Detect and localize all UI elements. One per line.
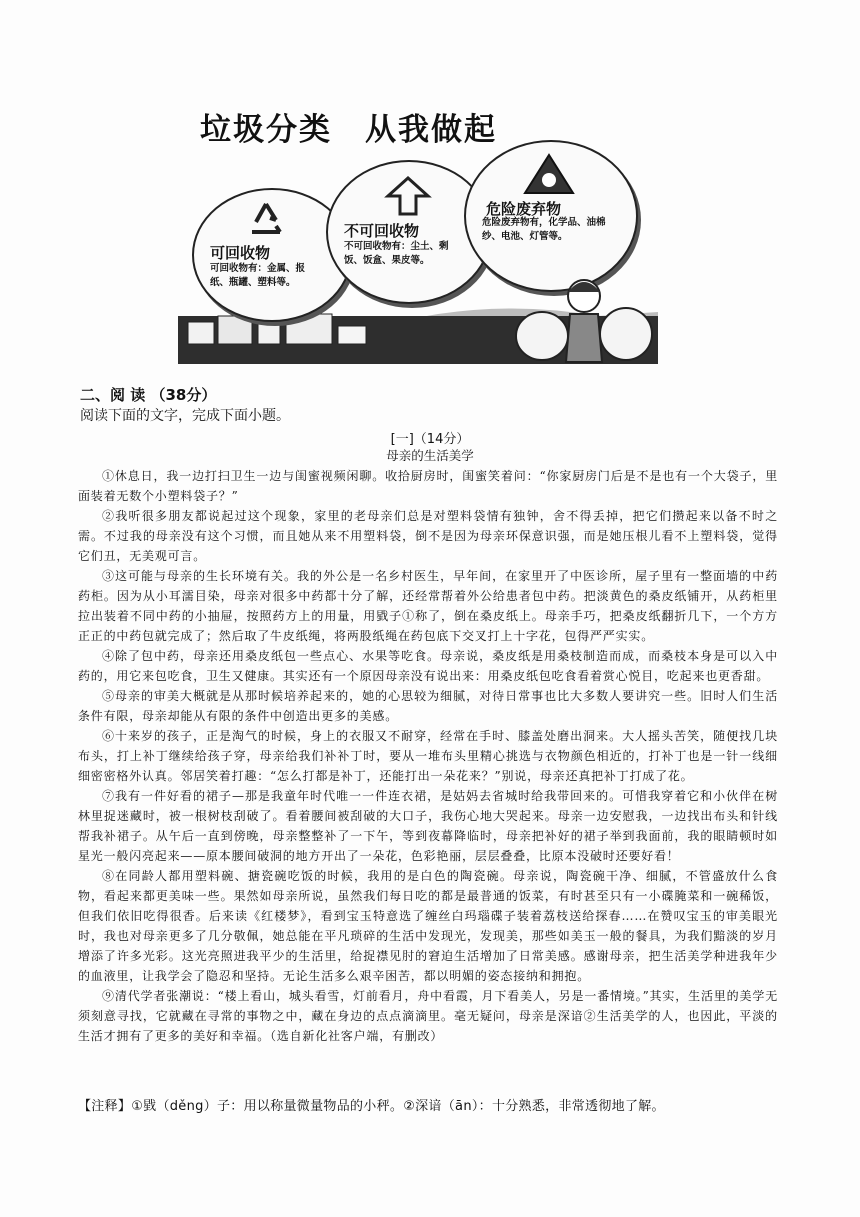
section-heading: 二、阅 读 （38分） [80, 386, 217, 404]
non-recycle-icon [384, 176, 432, 216]
paragraph-6: ⑥十来岁的孩子，正是淘气的时候，身上的衣服又不耐穿，经常在手时、膝盖处磨出洞来。大人摇头苦笑，随便找几块布头，打上补丁继续给孩子穿，母亲给我们补补丁时，要从一堆布头里精心挑选与衣物颜色相近的，打补丁也是一针一线细细密密格外认真。邻居笑着打趣：“怎么打都是补丁，还能打出一朵花来？”别说，母亲还真把补丁打成了花。 [78, 729, 778, 783]
recyclable-title: 可回收物 [210, 244, 271, 262]
paragraph-1: ①休息日，我一边打扫卫生一边与闺蜜视频闲聊。收拾厨房时，闺蜜笑着问：“你家厨房门后是不是也有一个大袋子，里面装着无数个小塑料袋子？” [78, 469, 778, 503]
essay-body [78, 466, 778, 1046]
paragraph-9: ⑨清代学者张潮说：“楼上看山，城头看雪，灯前看月，舟中看霞，月下看美人，另是一番情境。”其实，生活里的美学无须刻意寻找，它就藏在寻常的事物之中，藏在身边的点点滴滴里。毫无疑问，母亲是深谙②生活美学的人，也因此，平淡的生活才拥有了更多的美好和幸福。（选自新化社客户端，有删改） [78, 989, 778, 1043]
recyclable-desc: 可回收物有：金属、报纸、瓶罐、塑料等。 [210, 263, 306, 288]
hazardous-desc: 危险废弃物有，化学品、油棉纱、电池、灯管等。 [482, 217, 606, 242]
paragraph-2: ②我听很多朋友都说起过这个现象，家里的老母亲们总是对塑料袋情有独钟，舍不得丢掉，把它们攒起来以备不时之需。不过我的母亲没有这个习惯，而且她从来不用塑料袋，倒不是因为母亲环保意识强，而是她压根儿看不上塑料袋，觉得它们丑，无美观可言。 [78, 509, 778, 563]
essay-title: 母亲的生活美学 [386, 448, 474, 463]
poster-title: 垃圾分类 从我做起 [200, 112, 497, 148]
girl-with-trash-bags-illustration [514, 266, 654, 366]
paragraph-7: ⑦我有一件好看的裙子—那是我童年时代唯一一件连衣裙，是姑妈去省城时给我带回来的。可惜我穿着它和小伙伴在树林里捉迷藏时，被一根树枝刮破了。看着腰间被刮破的大口子，我伤心地大哭起来。母亲一边安慰我，一边找出布头和针线帮我补裙子。从午后一直到傍晚，母亲整整补了一下午，等到夜幕降临时，母亲把补好的裙子举到我面前，我的眼睛顿时如星光一般闪亮起来——原本腰间破洞的地方开出了一朵花，色彩艳丽，层层叠叠，比原本没破时还要好看！ [78, 789, 778, 863]
paragraph-4: ④除了包中药，母亲还用桑皮纸包一些点心、水果等吃食。母亲说，桑皮纸是用桑枝制造而成，而桑枝本身是可以入中药的，用它来包吃食，卫生又健康。其实还有一个原因母亲没有说出来：用桑皮纸包吃食看着赏心悦目，吃起来也更香甜。 [78, 649, 778, 683]
garbage-sorting-poster [178, 98, 658, 363]
recycle-icon [242, 200, 290, 240]
annotation-notes: 【注释】①戥（děng）子：用以称量微量物品的小秤。②深谙（ān）：十分熟悉，非常透彻地了解。 [78, 1099, 665, 1114]
part-label: [一]（14分） [390, 432, 470, 447]
section-instruction: 阅读下面的文字，完成下面小题。 [80, 408, 290, 424]
hazardous-title: 危险废弃物 [486, 200, 562, 218]
nonrecyclable-title: 不可回收物 [344, 222, 420, 240]
paragraph-8: ⑧在同龄人都用塑料碗、搪瓷碗吃饭的时候，我用的是白色的陶瓷碗。母亲说，陶瓷碗干净、细腻，不管盛放什么食物，看起来都更美味一些。果然如母亲所说，虽然我们每日吃的都是最普通的饭菜，有时甚至只有一小碟腌菜和一碗稀饭，但我们依旧吃得很香。后来读《红楼梦》，看到宝玉特意选了缠丝白玛瑙碟子装着荔枝送给探春……在赞叹宝玉的审美眼光时，我也对母亲更多了几分敬佩，她总能在平凡琐碎的生活中发现光，发现美，那些如美玉一般的餐具，为我们黯淡的岁月增添了许多光彩。这光亮照进我平少的生活里，给捉襟见肘的窘迫生活增加了日常美感。感谢母亲，把生活美学种进我年少的血液里，让我学会了隐忍和坚持。无论生活多么艰辛困苦，都以明媚的姿态接纳和拥抱。 [78, 869, 778, 983]
hazard-warning-icon [522, 152, 576, 196]
recyclable-circle [192, 188, 352, 322]
paragraph-5: ⑤母亲的审美大概就是从那时候培养起来的，她的心思较为细腻，对待日常事也比大多数人要讲究一些。旧时人们生活条件有限，母亲却能从有限的条件中创造出更多的美感。 [78, 689, 778, 723]
nonrecyclable-desc: 不可回收物有：尘土、剩饭、饭盒、果皮等。 [344, 241, 449, 266]
paragraph-3: ③这可能与母亲的生长环境有关。我的外公是一名乡村医生，早年间，在家里开了中医诊所，屋子里有一整面墙的中药药柜。因为从小耳濡目染，母亲对很多中药都十分了解，还经常帮着外公给患者包中药。把淡黄色的桑皮纸铺开，从药柜里拉出装着不同中药的小抽屉，按照药方上的用量，用戥子①称了，倒在桑皮纸上。母亲手巧，把桑皮纸翻折几下，一个方方正正的中药包就完成了；然后取了牛皮纸绳，将两股纸绳在药包底下交叉打上十字花，包得严严实实。 [78, 569, 778, 643]
